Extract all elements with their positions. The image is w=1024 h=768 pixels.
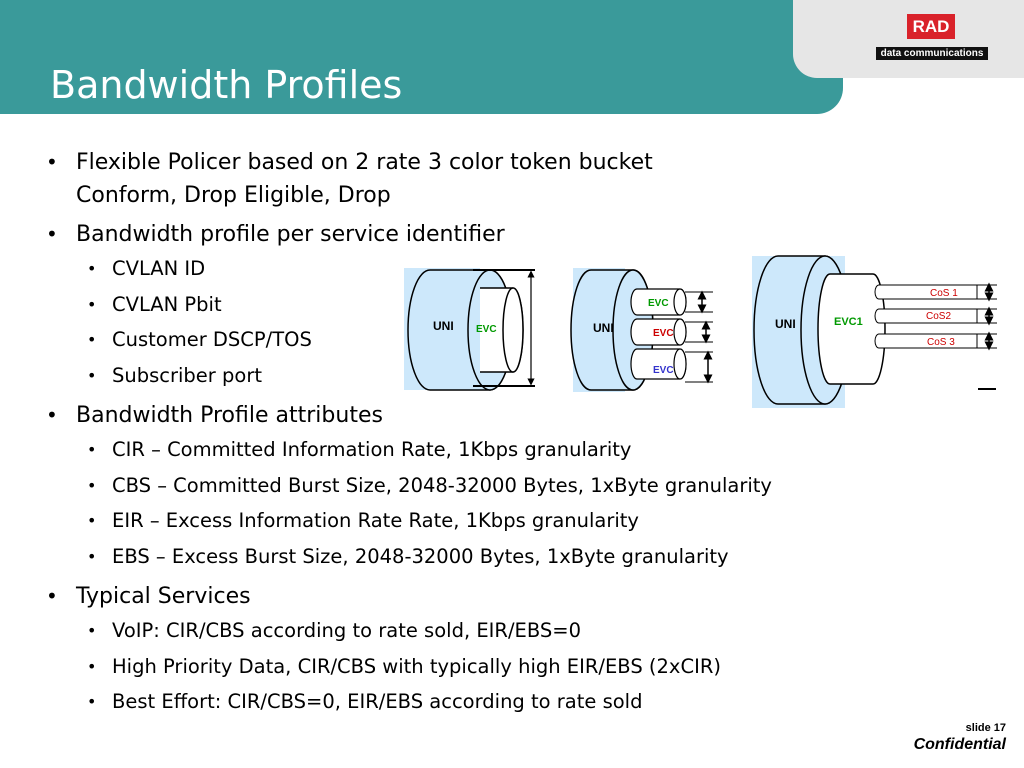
sub-bullet-dot-icon: • xyxy=(87,511,97,530)
evc-label-green: EVC xyxy=(648,298,669,309)
sub-bullet-text: High Priority Data, CIR/CBS with typically high EIR/EBS (2xCIR) xyxy=(112,654,721,678)
sub-bullet-text: EBS – Excess Burst Size, 2048-32000 Bytes, 1xByte granularity xyxy=(112,544,729,568)
sub-bullet-text: CVLAN ID xyxy=(112,257,206,280)
bullet-text-line2: Conform, Drop Eligible, Drop xyxy=(76,183,391,208)
bullet-typical-services xyxy=(40,580,920,613)
sub-bullet-text: CBS – Committed Burst Size, 2048-32000 Bytes, 1xByte granularity xyxy=(112,473,772,497)
cos-label: CoS2 xyxy=(926,311,952,322)
uni-label: UNI xyxy=(593,321,614,335)
sub-bullet-text: CVLAN Pbit xyxy=(112,292,222,316)
sub-bullet-dot-icon: • xyxy=(87,330,97,349)
dash-mark xyxy=(978,388,996,390)
bullet-dot-icon: • xyxy=(46,150,58,174)
sub-bullet xyxy=(40,649,920,685)
diagram-uni-evc-cos xyxy=(752,256,997,408)
sub-bullet-dot-icon: • xyxy=(87,294,97,314)
diagram-uni-single-evc xyxy=(404,268,535,390)
sub-bullet-dot-icon: • xyxy=(87,475,97,495)
evc-diagram xyxy=(395,248,1005,408)
sub-bullet-text: CIR – Committed Information Rate, 1Kbps granularity xyxy=(112,438,632,461)
cos-label: CoS 1 xyxy=(930,288,958,299)
bullet-dot-icon: • xyxy=(46,403,58,427)
sub-bullet-text: EIR – Excess Information Rate Rate, 1Kbps granularity xyxy=(112,509,639,532)
sub-bullet xyxy=(40,613,920,649)
slide-number: slide 17 xyxy=(965,722,1006,734)
sub-bullet-text: Customer DSCP/TOS xyxy=(112,328,312,351)
bullet-text: Flexible Policer based on 2 rate 3 color token bucket xyxy=(76,150,653,175)
evc1-label: EVC1 xyxy=(834,316,863,328)
sub-bullet-dot-icon: • xyxy=(87,259,97,278)
sub-bullet-dot-icon: • xyxy=(87,656,97,676)
bullet-service-identifier xyxy=(40,218,920,251)
evc-label-blue: EVC xyxy=(653,365,674,376)
evc-pipe-face xyxy=(674,349,686,379)
sub-bullet-text: Subscriber port xyxy=(112,363,262,387)
sub-bullet xyxy=(40,539,920,575)
evc-label-red: EVC xyxy=(653,328,674,339)
cos-pipe xyxy=(875,285,977,299)
evc-pipe-face xyxy=(674,289,686,315)
diagram-uni-three-evc xyxy=(571,268,713,392)
bullet-text: Typical Services xyxy=(76,584,251,609)
sub-bullet xyxy=(40,468,920,504)
sub-bullet-dot-icon: • xyxy=(87,546,97,566)
cos-pipe xyxy=(875,334,977,348)
logo-panel xyxy=(793,0,1024,78)
evc-pipe-face xyxy=(674,319,686,345)
confidential-label: Confidential xyxy=(913,736,1006,753)
bullet-dot-icon: • xyxy=(46,584,58,608)
sub-bullet-dot-icon: • xyxy=(87,692,97,711)
logo-subtitle: data communications xyxy=(876,47,988,60)
bullet-text: Bandwidth Profile attributes xyxy=(76,403,383,428)
bullet-dot-icon: • xyxy=(46,222,58,246)
uni-label: UNI xyxy=(775,317,796,331)
sub-bullet xyxy=(40,684,920,720)
sub-bullet xyxy=(40,432,920,468)
bullet-policer xyxy=(40,146,920,212)
sub-bullet-text: VoIP: CIR/CBS according to rate sold, EIR/EBS=0 xyxy=(112,619,582,642)
page-title: Bandwidth Profiles xyxy=(50,63,403,107)
bullet-text: Bandwidth profile per service identifier xyxy=(76,222,505,247)
sub-bullet xyxy=(40,503,920,539)
sub-bullet-text: Best Effort: CIR/CBS=0, EIR/EBS according to rate sold xyxy=(112,690,643,713)
rad-logo: RAD xyxy=(907,14,955,39)
sub-bullet-dot-icon: • xyxy=(87,365,97,385)
sub-bullet-dot-icon: • xyxy=(87,440,97,459)
evc-label-green: EVC xyxy=(476,324,497,335)
evc-pipe-face xyxy=(503,288,523,372)
bullet-list xyxy=(40,146,920,720)
uni-label: UNI xyxy=(433,319,454,333)
sub-bullet-dot-icon: • xyxy=(87,621,97,640)
cos-label: CoS 3 xyxy=(927,337,955,348)
